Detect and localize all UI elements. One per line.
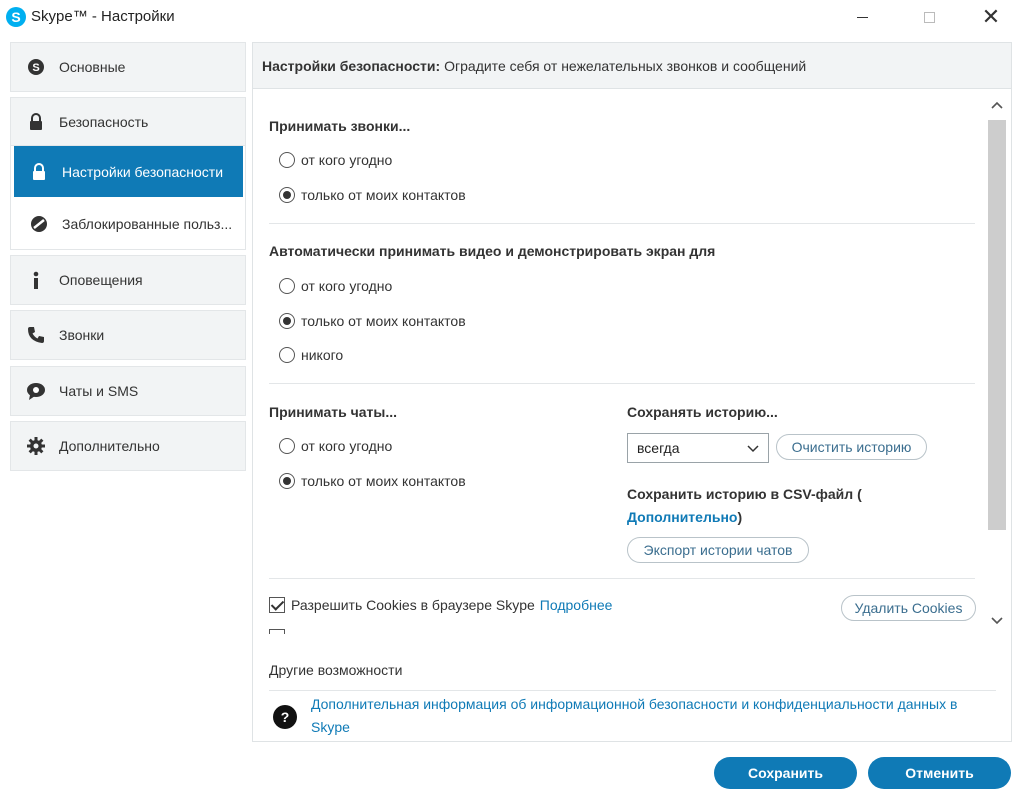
sidebar-item-general[interactable] <box>10 42 246 92</box>
delete-cookies-button[interactable]: Удалить Cookies <box>841 595 976 621</box>
calls-section-title: Принимать звонки... <box>269 118 411 134</box>
video-section-title: Автоматически принимать видео и демонстрировать экран для <box>269 243 716 259</box>
sidebar-item-label: Основные <box>59 59 126 75</box>
sidebar-item-notifications[interactable] <box>10 255 246 305</box>
sidebar-item-blocked-users[interactable] <box>14 198 243 249</box>
skype-icon <box>25 56 47 78</box>
radio-label: никого <box>301 347 344 363</box>
csv-more-link[interactable]: Дополнительно <box>627 509 738 525</box>
calls-option-contacts[interactable] <box>279 187 466 203</box>
sidebar-item-label: Настройки безопасности <box>62 163 224 180</box>
radio-button[interactable] <box>279 313 295 329</box>
panel-header <box>253 43 1011 89</box>
settings-scroll-area[interactable] <box>253 89 1011 634</box>
radio-button[interactable] <box>279 152 295 168</box>
radio-button[interactable] <box>279 278 295 294</box>
history-select[interactable] <box>627 433 769 463</box>
chat-icon <box>25 380 47 402</box>
csv-title-text: Сохранить историю в CSV-файл ( <box>627 486 862 502</box>
gear-icon <box>25 435 47 457</box>
blocked-icon <box>28 213 50 235</box>
skype-logo-icon: S <box>6 7 26 27</box>
sidebar-item-advanced[interactable] <box>10 421 246 471</box>
window-title: Skype™ - Настройки <box>31 8 175 25</box>
radio-button[interactable] <box>279 187 295 203</box>
scroll-down-arrow-icon[interactable] <box>988 613 1006 629</box>
svg-text:S: S <box>32 62 40 74</box>
allow-cookies-row[interactable] <box>269 597 612 613</box>
maximize-button[interactable] <box>906 0 952 34</box>
help-icon: ? <box>273 705 297 729</box>
sidebar-item-label: Чаты и SMS <box>59 383 139 399</box>
close-icon: ✕ <box>981 4 1001 29</box>
csv-title-close: ) <box>737 509 743 525</box>
radio-label: от кого угодно <box>301 438 393 454</box>
video-option-anyone[interactable] <box>279 278 392 294</box>
lock-icon <box>25 111 47 133</box>
allow-cookies-label: Разрешить Cookies в браузере Skype <box>291 597 535 613</box>
video-option-nobody[interactable] <box>279 347 343 363</box>
other-features-title: Другие возможности <box>269 662 403 678</box>
chats-section-title: Принимать чаты... <box>269 404 397 420</box>
cookies-more-link[interactable]: Подробнее <box>539 597 613 613</box>
export-history-button[interactable]: Экспорт истории чатов <box>627 537 809 563</box>
phone-icon <box>25 324 47 346</box>
minimize-icon <box>857 17 868 18</box>
sidebar-item-chats-sms[interactable] <box>10 366 246 416</box>
settings-panel <box>252 42 1012 742</box>
radio-label: только от моих контактов <box>301 473 466 489</box>
sidebar-item-label: Дополнительно <box>59 438 160 454</box>
panel-subtitle: Оградите себя от нежелательных звонков и сообщений <box>444 57 807 74</box>
vertical-scrollbar[interactable] <box>988 93 1006 633</box>
sidebar-item-label: Оповещения <box>59 272 143 288</box>
radio-button[interactable] <box>279 347 295 363</box>
chats-option-anyone[interactable] <box>279 438 392 454</box>
sidebar-item-label: Заблокированные польз... <box>62 215 233 232</box>
allow-cookies-checkbox[interactable] <box>269 597 285 613</box>
info-icon <box>25 269 47 291</box>
section-divider <box>269 578 975 579</box>
section-divider <box>269 690 996 691</box>
history-select-value: всегда <box>637 440 680 456</box>
radio-label: только от моих контактов <box>301 187 466 203</box>
csv-export-title <box>627 483 927 529</box>
history-section-title: Сохранять историю... <box>627 404 778 420</box>
section-divider <box>269 223 975 224</box>
sidebar-item-label: Звонки <box>59 327 105 343</box>
radio-button[interactable] <box>279 438 295 454</box>
chevron-down-icon <box>746 441 760 455</box>
close-button[interactable] <box>968 0 1014 34</box>
clear-history-button[interactable]: Очистить историю <box>776 434 927 460</box>
lock-icon <box>28 161 50 183</box>
sidebar-group-security <box>10 97 246 250</box>
chats-option-contacts[interactable] <box>279 473 466 489</box>
radio-label: от кого угодно <box>301 278 393 294</box>
panel-title: Настройки безопасности: <box>262 57 441 74</box>
cancel-button[interactable]: Отменить <box>868 757 1011 789</box>
scroll-up-arrow-icon[interactable] <box>988 97 1006 113</box>
video-option-contacts[interactable] <box>279 313 466 329</box>
sidebar-item-label: Безопасность <box>59 113 149 130</box>
radio-label: от кого угодно <box>301 152 393 168</box>
scrollbar-thumb[interactable] <box>988 120 1006 530</box>
radio-label: только от моих контактов <box>301 313 466 329</box>
sidebar-item-security-settings[interactable] <box>14 146 243 197</box>
minimize-button[interactable] <box>839 0 885 34</box>
section-divider <box>269 383 975 384</box>
sidebar-item-security[interactable] <box>11 98 245 146</box>
privacy-info-link[interactable]: Дополнительная информация об информационной безопасности и конфиденциальности данных в Skype <box>311 696 958 735</box>
title-bar <box>0 0 1024 34</box>
maximize-icon <box>924 12 935 23</box>
sidebar-item-calls[interactable] <box>10 310 246 360</box>
radio-button[interactable] <box>279 473 295 489</box>
calls-option-anyone[interactable] <box>279 152 392 168</box>
partial-checkbox[interactable] <box>269 629 285 634</box>
save-button[interactable]: Сохранить <box>714 757 857 789</box>
